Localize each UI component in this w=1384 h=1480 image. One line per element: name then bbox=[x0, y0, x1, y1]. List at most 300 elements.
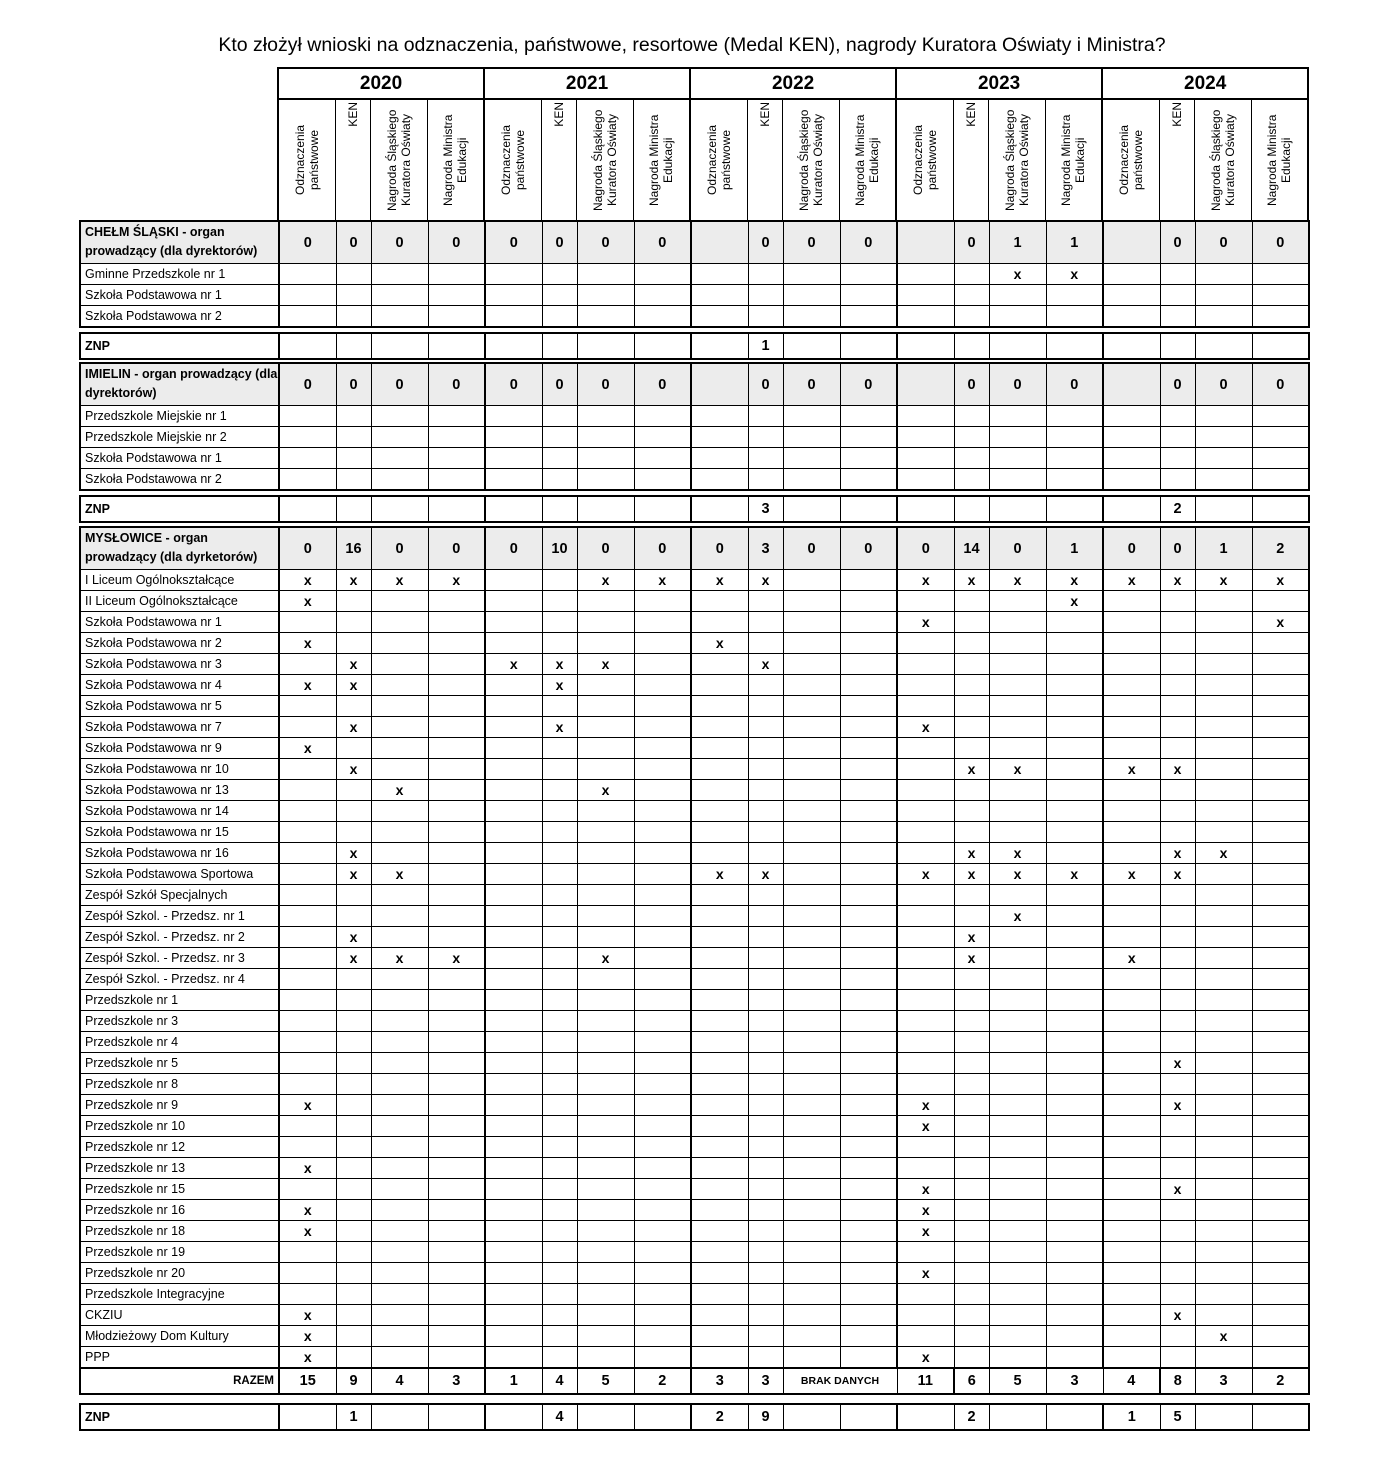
mark-cell bbox=[279, 948, 336, 969]
mark-cell bbox=[989, 633, 1046, 654]
institution-name: Przedszkole nr 20 bbox=[80, 1263, 279, 1284]
mark-cell bbox=[485, 675, 542, 696]
mark-cell: x bbox=[897, 1221, 954, 1242]
mark-cell bbox=[485, 759, 542, 780]
column-header bbox=[1045, 99, 1102, 225]
mark-cell bbox=[1103, 717, 1160, 738]
mark-cell: x bbox=[691, 570, 748, 591]
mark-cell bbox=[1195, 285, 1252, 306]
mark-cell bbox=[1046, 448, 1103, 469]
mark-cell bbox=[336, 264, 371, 285]
group-count: 0 bbox=[1046, 363, 1103, 406]
corner-blank bbox=[79, 68, 278, 99]
mark-cell bbox=[336, 969, 371, 990]
mark-cell bbox=[954, 1305, 989, 1326]
mark-cell bbox=[1252, 1326, 1309, 1347]
mark-cell bbox=[1046, 285, 1103, 306]
total-value: 3 bbox=[428, 1368, 485, 1394]
mark-cell bbox=[1160, 1158, 1195, 1179]
mark-cell bbox=[954, 591, 989, 612]
group-count: 0 bbox=[1195, 363, 1252, 406]
mark-cell bbox=[1252, 1284, 1309, 1305]
mark-cell bbox=[1160, 1221, 1195, 1242]
mark-cell bbox=[371, 1305, 428, 1326]
total-row bbox=[80, 1368, 1309, 1394]
mark-cell: x bbox=[279, 1158, 336, 1179]
mark-cell bbox=[954, 738, 989, 759]
mark-cell bbox=[1046, 1284, 1103, 1305]
mark-cell bbox=[371, 469, 428, 491]
mark-cell bbox=[371, 1116, 428, 1137]
mark-cell bbox=[840, 1137, 897, 1158]
mark-cell bbox=[1252, 1095, 1309, 1116]
mark-cell bbox=[577, 1032, 634, 1053]
group-count: 0 bbox=[336, 363, 371, 406]
mark-cell bbox=[1195, 948, 1252, 969]
column-header-label: Odznaczenia państwowe bbox=[292, 124, 321, 196]
znp-value bbox=[577, 333, 634, 359]
mark-cell bbox=[1160, 696, 1195, 717]
mark-cell bbox=[428, 1242, 485, 1263]
mark-cell bbox=[989, 1242, 1046, 1263]
mark-cell bbox=[428, 1263, 485, 1284]
mark-cell bbox=[428, 738, 485, 759]
mark-cell bbox=[1160, 1326, 1195, 1347]
mark-cell bbox=[634, 822, 691, 843]
mark-cell bbox=[897, 969, 954, 990]
mark-cell bbox=[783, 591, 840, 612]
column-header-label: Odznaczenia państwowe bbox=[1116, 124, 1145, 196]
mark-cell bbox=[691, 717, 748, 738]
column-header-label: Odznaczenia państwowe bbox=[498, 124, 527, 196]
mark-cell bbox=[577, 927, 634, 948]
znp-value bbox=[634, 496, 691, 522]
mark-cell bbox=[634, 1326, 691, 1347]
mark-cell bbox=[542, 864, 577, 885]
mark-cell bbox=[428, 1284, 485, 1305]
mark-cell bbox=[1046, 406, 1103, 427]
mark-cell bbox=[542, 1326, 577, 1347]
mark-cell bbox=[485, 1116, 542, 1137]
mark-cell bbox=[1252, 864, 1309, 885]
group-count bbox=[897, 221, 954, 264]
mark-cell bbox=[748, 1032, 783, 1053]
mark-cell bbox=[1252, 801, 1309, 822]
mark-cell: x bbox=[954, 927, 989, 948]
mark-cell bbox=[371, 969, 428, 990]
table-row bbox=[80, 1095, 1309, 1116]
mark-cell bbox=[1252, 1074, 1309, 1095]
mark-cell bbox=[1103, 406, 1160, 427]
table-row bbox=[80, 1137, 1309, 1158]
mark-cell bbox=[748, 1221, 783, 1242]
mark-cell: x bbox=[691, 864, 748, 885]
column-header-label: Nagroda Śląskiego Kuratora Oświaty bbox=[1208, 109, 1237, 211]
institution-name: Przedszkole nr 19 bbox=[80, 1242, 279, 1263]
znp-value bbox=[1252, 496, 1309, 522]
mark-cell bbox=[542, 738, 577, 759]
mark-cell bbox=[634, 427, 691, 448]
table-row bbox=[80, 927, 1309, 948]
mark-cell bbox=[1195, 1179, 1252, 1200]
mark-cell bbox=[748, 1242, 783, 1263]
mark-cell bbox=[1160, 633, 1195, 654]
mark-cell bbox=[783, 1137, 840, 1158]
mark-cell bbox=[577, 717, 634, 738]
section-1 bbox=[79, 362, 1310, 491]
section-0 bbox=[79, 220, 1310, 328]
mark-cell bbox=[634, 406, 691, 427]
mark-cell bbox=[840, 675, 897, 696]
mark-cell bbox=[691, 990, 748, 1011]
mark-cell bbox=[1160, 427, 1195, 448]
mark-cell bbox=[577, 1137, 634, 1158]
mark-cell bbox=[897, 927, 954, 948]
znp-value bbox=[428, 1404, 485, 1430]
znp-value bbox=[1046, 333, 1103, 359]
group-count: 10 bbox=[542, 527, 577, 570]
mark-cell bbox=[279, 696, 336, 717]
mark-cell bbox=[897, 801, 954, 822]
mark-cell bbox=[897, 1137, 954, 1158]
mark-cell bbox=[428, 1032, 485, 1053]
znp-value bbox=[371, 1404, 428, 1430]
institution-name: Przedszkole nr 18 bbox=[80, 1221, 279, 1242]
column-header bbox=[576, 99, 633, 225]
mark-cell bbox=[336, 1053, 371, 1074]
znp-value bbox=[840, 496, 897, 522]
group-count: 1 bbox=[1195, 527, 1252, 570]
mark-cell bbox=[485, 1074, 542, 1095]
mark-cell: x bbox=[1195, 1326, 1252, 1347]
mark-cell bbox=[748, 1074, 783, 1095]
mark-cell bbox=[989, 696, 1046, 717]
total-value: 4 bbox=[371, 1368, 428, 1394]
mark-cell bbox=[897, 448, 954, 469]
group-count: 0 bbox=[634, 221, 691, 264]
mark-cell bbox=[1103, 675, 1160, 696]
table-row bbox=[80, 1284, 1309, 1305]
institution-name: Szkoła Podstawowa nr 1 bbox=[80, 448, 279, 469]
mark-cell bbox=[485, 612, 542, 633]
znp-value: 9 bbox=[748, 1404, 783, 1430]
mark-cell bbox=[748, 738, 783, 759]
mark-cell bbox=[542, 906, 577, 927]
mark-cell bbox=[989, 1053, 1046, 1074]
mark-cell bbox=[428, 927, 485, 948]
mark-cell bbox=[954, 1032, 989, 1053]
mark-cell bbox=[634, 285, 691, 306]
mark-cell bbox=[1160, 1116, 1195, 1137]
mark-cell bbox=[1252, 1137, 1309, 1158]
mark-cell bbox=[748, 427, 783, 448]
mark-cell bbox=[577, 1053, 634, 1074]
znp-value bbox=[336, 333, 371, 359]
mark-cell: x bbox=[989, 264, 1046, 285]
table-row bbox=[80, 801, 1309, 822]
mark-cell bbox=[748, 469, 783, 491]
mark-cell: x bbox=[897, 1116, 954, 1137]
mark-cell: x bbox=[989, 843, 1046, 864]
mark-cell bbox=[989, 1095, 1046, 1116]
mark-cell bbox=[691, 822, 748, 843]
mark-cell bbox=[691, 780, 748, 801]
mark-cell bbox=[1252, 1221, 1309, 1242]
mark-cell bbox=[428, 1347, 485, 1369]
mark-cell bbox=[1103, 1011, 1160, 1032]
znp-value bbox=[1195, 496, 1252, 522]
mark-cell bbox=[1103, 1221, 1160, 1242]
mark-cell: x bbox=[1046, 264, 1103, 285]
column-header-label: Odznaczenia państwowe bbox=[910, 124, 939, 196]
institution-name: Przedszkole nr 4 bbox=[80, 1032, 279, 1053]
group-count: 0 bbox=[989, 363, 1046, 406]
znp-table-1 bbox=[79, 495, 1310, 523]
table-row bbox=[80, 696, 1309, 717]
mark-cell bbox=[279, 864, 336, 885]
mark-cell bbox=[1103, 822, 1160, 843]
mark-cell bbox=[840, 1158, 897, 1179]
mark-cell bbox=[1195, 1221, 1252, 1242]
mark-cell bbox=[1252, 1347, 1309, 1369]
mark-cell bbox=[577, 1221, 634, 1242]
table-row bbox=[80, 885, 1309, 906]
mark-cell bbox=[1195, 1032, 1252, 1053]
mark-cell bbox=[840, 927, 897, 948]
mark-cell bbox=[1103, 1095, 1160, 1116]
group-count: 0 bbox=[748, 363, 783, 406]
total-value: 11 bbox=[897, 1368, 954, 1394]
mark-cell bbox=[783, 406, 840, 427]
mark-cell bbox=[1103, 1137, 1160, 1158]
mark-cell bbox=[783, 1242, 840, 1263]
mark-cell bbox=[371, 759, 428, 780]
znp-value bbox=[485, 496, 542, 522]
column-header bbox=[1159, 99, 1194, 225]
mark-cell bbox=[336, 885, 371, 906]
total-value: 9 bbox=[336, 1368, 371, 1394]
institution-name: Przedszkole nr 16 bbox=[80, 1200, 279, 1221]
group-count: 0 bbox=[1160, 527, 1195, 570]
mark-cell bbox=[371, 1095, 428, 1116]
mark-cell bbox=[485, 1011, 542, 1032]
institution-name: PPP bbox=[80, 1347, 279, 1369]
mark-cell bbox=[897, 1074, 954, 1095]
mark-cell bbox=[840, 264, 897, 285]
mark-cell bbox=[897, 406, 954, 427]
mark-cell bbox=[634, 801, 691, 822]
mark-cell bbox=[542, 1305, 577, 1326]
znp-value: 5 bbox=[1160, 1404, 1195, 1430]
mark-cell bbox=[897, 1053, 954, 1074]
mark-cell bbox=[542, 264, 577, 285]
mark-cell bbox=[279, 759, 336, 780]
table-row bbox=[80, 306, 1309, 328]
mark-cell bbox=[1160, 1263, 1195, 1284]
column-header bbox=[953, 99, 988, 225]
mark-cell bbox=[577, 1158, 634, 1179]
mark-cell bbox=[542, 1095, 577, 1116]
mark-cell bbox=[897, 843, 954, 864]
mark-cell bbox=[1103, 1179, 1160, 1200]
mark-cell bbox=[1046, 738, 1103, 759]
znp-value bbox=[1195, 1404, 1252, 1430]
mark-cell bbox=[1160, 1137, 1195, 1158]
group-count: 0 bbox=[577, 221, 634, 264]
page-title: Kto złożył wnioski na odznaczenia, państwowe, resortowe (Medal KEN), nagrody Kuratora Oświaty i Ministra? bbox=[218, 34, 1166, 56]
mark-cell bbox=[954, 1200, 989, 1221]
mark-cell bbox=[542, 990, 577, 1011]
mark-cell bbox=[1046, 675, 1103, 696]
mark-cell bbox=[485, 427, 542, 448]
group-count: 2 bbox=[1252, 527, 1309, 570]
mark-cell bbox=[634, 1053, 691, 1074]
mark-cell bbox=[485, 864, 542, 885]
mark-cell bbox=[783, 948, 840, 969]
mark-cell bbox=[691, 1221, 748, 1242]
znp-value: 1 bbox=[748, 333, 783, 359]
mark-cell bbox=[748, 843, 783, 864]
group-count: 0 bbox=[428, 527, 485, 570]
mark-cell bbox=[783, 990, 840, 1011]
mark-cell bbox=[1103, 927, 1160, 948]
mark-cell bbox=[897, 948, 954, 969]
mark-cell bbox=[371, 306, 428, 328]
mark-cell: x bbox=[897, 612, 954, 633]
mark-cell bbox=[954, 1284, 989, 1305]
mark-cell bbox=[691, 759, 748, 780]
mark-cell bbox=[428, 969, 485, 990]
mark-cell bbox=[748, 1305, 783, 1326]
mark-cell: x bbox=[279, 633, 336, 654]
mark-cell bbox=[542, 927, 577, 948]
mark-cell bbox=[691, 1053, 748, 1074]
mark-cell bbox=[428, 306, 485, 328]
mark-cell bbox=[1195, 1200, 1252, 1221]
mark-cell bbox=[336, 1074, 371, 1095]
mark-cell bbox=[371, 1053, 428, 1074]
mark-cell bbox=[1046, 969, 1103, 990]
group-count bbox=[897, 363, 954, 406]
group-count: 0 bbox=[428, 363, 485, 406]
mark-cell bbox=[1160, 738, 1195, 759]
mark-cell bbox=[1103, 696, 1160, 717]
table-row bbox=[80, 406, 1309, 427]
mark-cell bbox=[1103, 801, 1160, 822]
mark-cell bbox=[691, 1200, 748, 1221]
mark-cell bbox=[1160, 1074, 1195, 1095]
mark-cell bbox=[840, 801, 897, 822]
mark-cell: x bbox=[748, 864, 783, 885]
mark-cell bbox=[897, 285, 954, 306]
mark-cell bbox=[748, 1095, 783, 1116]
mark-cell bbox=[485, 1179, 542, 1200]
institution-name: Szkoła Podstawowa nr 15 bbox=[80, 822, 279, 843]
mark-cell bbox=[989, 1305, 1046, 1326]
mark-cell bbox=[954, 612, 989, 633]
mark-cell bbox=[691, 469, 748, 491]
mark-cell bbox=[897, 1158, 954, 1179]
mark-cell bbox=[1195, 1116, 1252, 1137]
mark-cell bbox=[336, 906, 371, 927]
mark-cell bbox=[577, 285, 634, 306]
mark-cell bbox=[1046, 780, 1103, 801]
mark-cell bbox=[279, 1032, 336, 1053]
mark-cell bbox=[840, 1326, 897, 1347]
no-data-label: BRAK DANYCH bbox=[783, 1368, 897, 1394]
mark-cell bbox=[336, 1095, 371, 1116]
mark-cell bbox=[577, 591, 634, 612]
column-header bbox=[896, 99, 953, 225]
mark-cell bbox=[840, 306, 897, 328]
mark-cell bbox=[336, 1158, 371, 1179]
mark-cell bbox=[577, 1242, 634, 1263]
mark-cell bbox=[989, 1137, 1046, 1158]
table-row bbox=[80, 1200, 1309, 1221]
mark-cell bbox=[783, 738, 840, 759]
total-value: 4 bbox=[1103, 1368, 1160, 1394]
mark-cell bbox=[783, 264, 840, 285]
mark-cell bbox=[634, 654, 691, 675]
group-count: 0 bbox=[279, 527, 336, 570]
mark-cell bbox=[1103, 306, 1160, 328]
mark-cell bbox=[336, 1179, 371, 1200]
institution-name: Przedszkole nr 9 bbox=[80, 1095, 279, 1116]
mark-cell bbox=[1252, 1200, 1309, 1221]
mark-cell: x bbox=[371, 570, 428, 591]
mark-cell bbox=[1103, 738, 1160, 759]
znp-label: ZNP bbox=[80, 1404, 279, 1430]
mark-cell bbox=[371, 1347, 428, 1369]
mark-cell: x bbox=[371, 948, 428, 969]
mark-cell bbox=[428, 864, 485, 885]
mark-cell bbox=[577, 612, 634, 633]
mark-cell: x bbox=[954, 864, 989, 885]
mark-cell bbox=[542, 1221, 577, 1242]
mark-cell bbox=[428, 1305, 485, 1326]
mark-cell bbox=[1195, 1074, 1252, 1095]
mark-cell bbox=[783, 780, 840, 801]
mark-cell bbox=[989, 801, 1046, 822]
mark-cell bbox=[897, 990, 954, 1011]
mark-cell bbox=[279, 654, 336, 675]
mark-cell bbox=[691, 1284, 748, 1305]
mark-cell bbox=[634, 612, 691, 633]
mark-cell bbox=[840, 969, 897, 990]
mark-cell bbox=[428, 1200, 485, 1221]
mark-cell bbox=[542, 1053, 577, 1074]
mark-cell bbox=[1103, 906, 1160, 927]
mark-cell bbox=[954, 1326, 989, 1347]
mark-cell bbox=[428, 612, 485, 633]
mark-cell bbox=[691, 1263, 748, 1284]
mark-cell bbox=[485, 448, 542, 469]
mark-cell: x bbox=[336, 843, 371, 864]
mark-cell bbox=[577, 1305, 634, 1326]
mark-cell bbox=[897, 1242, 954, 1263]
column-header-label: Nagroda Ministra Edukacji bbox=[1265, 114, 1294, 206]
table-row bbox=[80, 759, 1309, 780]
group-count: 0 bbox=[634, 527, 691, 570]
mark-cell bbox=[840, 1116, 897, 1137]
mark-cell bbox=[783, 864, 840, 885]
mark-cell bbox=[783, 717, 840, 738]
group-count bbox=[1103, 221, 1160, 264]
mark-cell bbox=[1160, 1032, 1195, 1053]
institution-name: Szkoła Podstawowa nr 7 bbox=[80, 717, 279, 738]
mark-cell bbox=[783, 1116, 840, 1137]
mark-cell bbox=[1195, 885, 1252, 906]
